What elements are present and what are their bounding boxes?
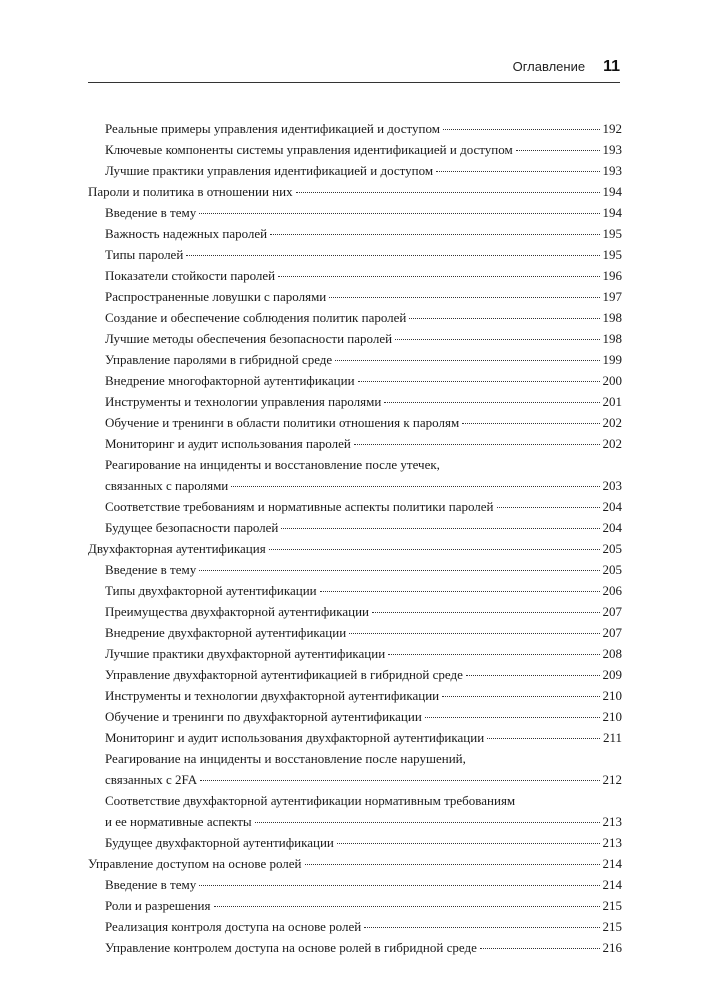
toc-entry-page: 204 <box>602 499 622 514</box>
toc-entry-row <box>105 328 622 349</box>
dot-leader <box>200 780 599 781</box>
toc-entry-row <box>105 727 622 748</box>
toc-section-entry <box>88 895 622 916</box>
dot-leader <box>320 591 600 592</box>
toc-entry-title: Инструменты и технологии управления паролями <box>105 394 382 409</box>
toc-entry-row <box>88 853 622 874</box>
toc-entry-title: Мониторинг и аудит использования двухфакторной аутентификации <box>105 730 485 745</box>
toc-entry-page: 203 <box>602 478 622 493</box>
toc-section-entry <box>88 727 622 748</box>
toc-entry-title-line1: Реагирование на инциденты и восстановление после нарушений, <box>105 751 466 766</box>
toc-entry-page: 193 <box>602 142 622 157</box>
dot-leader <box>199 570 599 571</box>
toc-entry-title: Управление контролем доступа на основе ролей в гибридной среде <box>105 940 477 955</box>
toc-section-entry <box>88 202 622 223</box>
toc-entry-row <box>105 664 622 685</box>
toc-entry-page: 214 <box>602 856 622 871</box>
toc-entry-title: Двухфакторная аутентификация <box>88 541 266 556</box>
dot-leader <box>487 738 600 739</box>
dot-leader <box>337 843 600 844</box>
toc-section-entry <box>88 139 622 160</box>
toc-entry-title: Реализация контроля доступа на основе ролей <box>105 919 362 934</box>
dot-leader <box>497 507 600 508</box>
toc-section-entry <box>88 622 622 643</box>
toc-section-entry <box>88 874 622 895</box>
toc-entry-row <box>105 622 622 643</box>
toc-section-entry <box>88 580 622 601</box>
toc-entry-page: 198 <box>602 310 622 325</box>
toc-entry-page: 213 <box>602 835 622 850</box>
dot-leader <box>270 234 599 235</box>
dot-leader <box>384 402 599 403</box>
toc-entry-row <box>105 916 622 937</box>
toc-section-entry <box>88 223 622 244</box>
toc-entry-row <box>105 769 622 790</box>
table-of-contents <box>88 118 622 958</box>
toc-entry-row <box>105 706 622 727</box>
toc-entry-title-line1: Реагирование на инциденты и восстановление после утечек, <box>105 457 440 472</box>
toc-section-entry <box>88 496 622 517</box>
toc-entry-row <box>105 496 622 517</box>
toc-entry-page: 208 <box>602 646 622 661</box>
dot-leader <box>296 192 600 193</box>
toc-chapter-entry <box>88 538 622 559</box>
toc-entry-row <box>105 433 622 454</box>
dot-leader <box>516 150 600 151</box>
toc-entry-page: 212 <box>602 772 622 787</box>
dot-leader <box>335 360 599 361</box>
toc-entry-row <box>105 937 622 958</box>
toc-entry-row <box>105 244 622 265</box>
toc-entry-row <box>105 643 622 664</box>
toc-entry-title: Роли и разрешения <box>105 898 211 913</box>
toc-entry-row <box>105 160 622 181</box>
toc-entry-row <box>105 601 622 622</box>
dot-leader <box>409 318 599 319</box>
toc-entry-row <box>105 874 622 895</box>
toc-entry-page: 196 <box>602 268 622 283</box>
toc-entry-page: 211 <box>602 730 622 745</box>
toc-entry-page: 193 <box>602 163 622 178</box>
toc-entry-page: 192 <box>602 121 622 136</box>
toc-chapter-entry <box>88 853 622 874</box>
toc-entry-row <box>105 895 622 916</box>
dot-leader <box>466 675 600 676</box>
toc-entry-title: Введение в тему <box>105 562 197 577</box>
toc-entry-title: Управление двухфакторной аутентификацией в гибридной среде <box>105 667 463 682</box>
toc-entry-page: 215 <box>602 898 622 913</box>
toc-section-entry <box>88 307 622 328</box>
toc-entry-title: связанных с 2FA <box>105 772 198 787</box>
toc-entry-title: Будущее безопасности паролей <box>105 520 279 535</box>
toc-entry-page: 205 <box>602 562 622 577</box>
toc-section-entry <box>88 748 622 790</box>
toc-section-entry <box>88 937 622 958</box>
dot-leader <box>388 654 599 655</box>
toc-entry-title: Типы двухфакторной аутентификации <box>105 583 317 598</box>
toc-section-entry <box>88 454 622 496</box>
toc-section-entry <box>88 160 622 181</box>
dot-leader <box>462 423 599 424</box>
toc-entry-row <box>105 580 622 601</box>
toc-entry-page: 207 <box>602 625 622 640</box>
dot-leader <box>372 612 599 613</box>
toc-entry-page: 199 <box>602 352 622 367</box>
toc-section-entry <box>88 286 622 307</box>
toc-entry-row <box>105 685 622 706</box>
toc-section-entry <box>88 601 622 622</box>
toc-section-entry <box>88 832 622 853</box>
dot-leader <box>354 444 600 445</box>
dot-leader <box>436 171 599 172</box>
toc-entry-title: связанных с паролями <box>105 478 229 493</box>
toc-entry-title: Внедрение многофакторной аутентификации <box>105 373 355 388</box>
dot-leader <box>199 885 599 886</box>
toc-entry-title: Управление доступом на основе ролей <box>88 856 302 871</box>
toc-entry-page: 214 <box>602 877 622 892</box>
toc-entry-row <box>105 517 622 538</box>
toc-entry-page: 210 <box>602 688 622 703</box>
toc-section-entry <box>88 706 622 727</box>
dot-leader <box>199 213 599 214</box>
header-title: Оглавление <box>512 59 586 74</box>
toc-entry-page: 197 <box>602 289 622 304</box>
dot-leader <box>442 696 599 697</box>
toc-entry-row <box>105 391 622 412</box>
toc-section-entry <box>88 349 622 370</box>
toc-section-entry <box>88 685 622 706</box>
dot-leader <box>329 297 599 298</box>
toc-entry-page: 194 <box>602 205 622 220</box>
toc-section-entry <box>88 643 622 664</box>
toc-entry-title: Лучшие методы обеспечения безопасности паролей <box>105 331 393 346</box>
toc-entry-page: 210 <box>602 709 622 724</box>
page-number: 11 <box>603 58 620 75</box>
toc-entry-row <box>105 370 622 391</box>
toc-entry-title: Показатели стойкости паролей <box>105 268 276 283</box>
toc-entry-title: Введение в тему <box>105 877 197 892</box>
dot-leader <box>255 822 600 823</box>
toc-entry-row <box>105 832 622 853</box>
dot-leader <box>305 864 600 865</box>
toc-section-entry <box>88 265 622 286</box>
dot-leader <box>278 276 599 277</box>
toc-entry-title: Реальные примеры управления идентификацией и доступом <box>105 121 440 136</box>
dot-leader <box>358 381 600 382</box>
toc-entry-row <box>105 811 622 832</box>
toc-section-entry <box>88 370 622 391</box>
toc-entry-row <box>105 412 622 433</box>
toc-entry-page: 209 <box>602 667 622 682</box>
dot-leader <box>480 948 600 949</box>
toc-entry-row <box>105 307 622 328</box>
toc-entry-title: Мониторинг и аудит использования паролей <box>105 436 351 451</box>
toc-entry-page: 200 <box>602 373 622 388</box>
dot-leader <box>364 927 599 928</box>
toc-entry-page: 202 <box>602 415 622 430</box>
dot-leader <box>395 339 599 340</box>
toc-section-entry <box>88 412 622 433</box>
toc-section-entry <box>88 916 622 937</box>
toc-entry-row <box>105 118 622 139</box>
dot-leader <box>269 549 600 550</box>
toc-section-entry <box>88 391 622 412</box>
toc-section-entry <box>88 664 622 685</box>
toc-section-entry <box>88 244 622 265</box>
toc-entry-row <box>88 181 622 202</box>
toc-entry-page: 207 <box>602 604 622 619</box>
toc-entry-title: Типы паролей <box>105 247 184 262</box>
toc-entry-page: 205 <box>602 541 622 556</box>
toc-entry-row <box>88 538 622 559</box>
toc-entry-title: Соответствие требованиям и нормативные аспекты политики паролей <box>105 499 494 514</box>
dot-leader <box>186 255 599 256</box>
toc-entry-page: 195 <box>602 247 622 262</box>
toc-entry-title: Введение в тему <box>105 205 197 220</box>
toc-entry-page: 215 <box>602 919 622 934</box>
toc-section-entry <box>88 559 622 580</box>
toc-entry-title: Лучшие практики двухфакторной аутентификации <box>105 646 386 661</box>
toc-entry-title: Пароли и политика в отношении них <box>88 184 293 199</box>
toc-section-entry <box>88 118 622 139</box>
toc-entry-title: Лучшие практики управления идентификацией и доступом <box>105 163 434 178</box>
toc-entry-title: Внедрение двухфакторной аутентификации <box>105 625 347 640</box>
toc-section-entry <box>88 328 622 349</box>
toc-entry-page: 204 <box>602 520 622 535</box>
toc-entry-title: Обучение и тренинги в области политики отношения к паролям <box>105 415 460 430</box>
toc-entry-title: Преимущества двухфакторной аутентификации <box>105 604 370 619</box>
running-header <box>88 58 620 83</box>
dot-leader <box>231 486 599 487</box>
toc-entry-page: 202 <box>602 436 622 451</box>
toc-entry-page: 198 <box>602 331 622 346</box>
toc-entry-title: и ее нормативные аспекты <box>105 814 252 829</box>
toc-entry-page: 195 <box>602 226 622 241</box>
toc-chapter-entry <box>88 181 622 202</box>
toc-entry-title-line1: Соответствие двухфакторной аутентификации нормативным требованиям <box>105 793 516 808</box>
toc-entry-title: Распространенные ловушки с паролями <box>105 289 327 304</box>
toc-entry-title: Инструменты и технологии двухфакторной аутентификации <box>105 688 440 703</box>
toc-entry-row <box>105 349 622 370</box>
toc-entry-title: Создание и обеспечение соблюдения политик паролей <box>105 310 407 325</box>
toc-entry-page: 206 <box>602 583 622 598</box>
toc-section-entry <box>88 790 622 832</box>
toc-entry-row <box>105 202 622 223</box>
toc-entry-page: 213 <box>602 814 622 829</box>
toc-entry-page: 216 <box>602 940 622 955</box>
dot-leader <box>443 129 600 130</box>
dot-leader <box>214 906 600 907</box>
toc-entry-row <box>105 265 622 286</box>
toc-entry-row <box>105 559 622 580</box>
toc-section-entry <box>88 517 622 538</box>
dot-leader <box>349 633 599 634</box>
toc-section-entry <box>88 433 622 454</box>
toc-entry-page: 201 <box>602 394 622 409</box>
toc-entry-row <box>105 286 622 307</box>
toc-entry-title: Управление паролями в гибридной среде <box>105 352 333 367</box>
toc-entry-title: Будущее двухфакторной аутентификации <box>105 835 334 850</box>
toc-entry-row <box>105 475 622 496</box>
toc-entry-title: Обучение и тренинги по двухфакторной аутентификации <box>105 709 422 724</box>
dot-leader <box>425 717 600 718</box>
toc-entry-row <box>105 139 622 160</box>
toc-entry-row <box>105 223 622 244</box>
toc-entry-title: Важность надежных паролей <box>105 226 268 241</box>
toc-entry-title: Ключевые компоненты системы управления идентификацией и доступом <box>105 142 513 157</box>
dot-leader <box>281 528 599 529</box>
toc-entry-page: 194 <box>602 184 622 199</box>
